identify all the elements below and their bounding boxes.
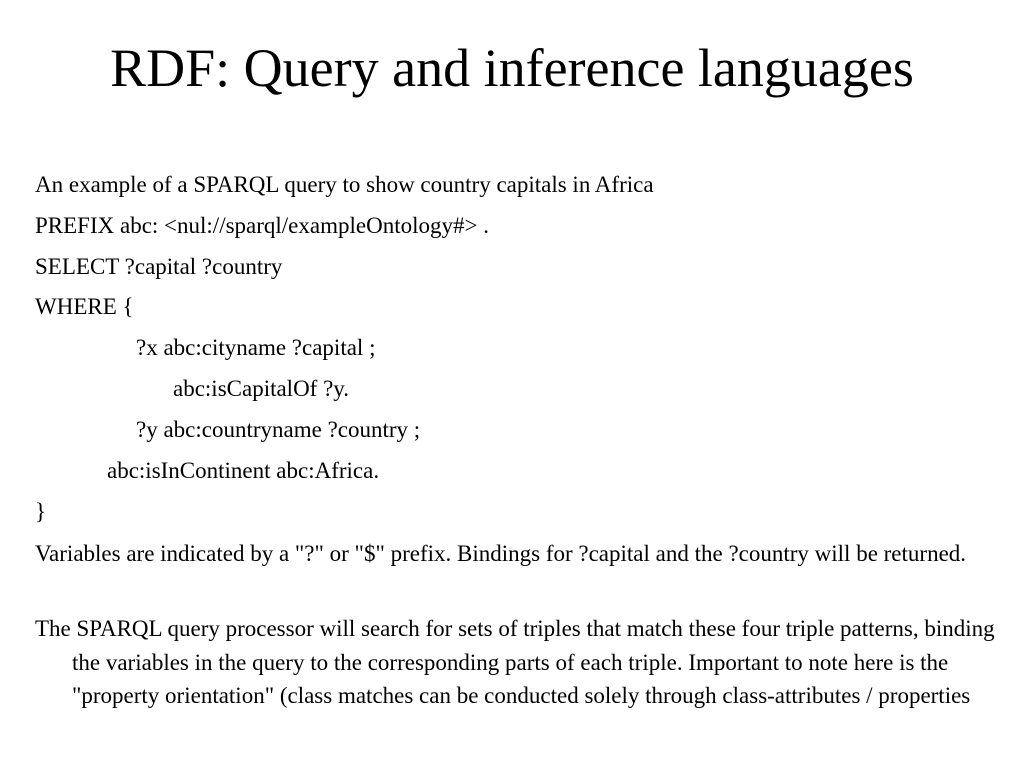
query-pattern-line: ?y abc:countryname ?country ; [136,417,421,442]
intro-text: An example of a SPARQL query to show country capitals in Africa [35,172,654,197]
processor-note: The SPARQL query processor will search for sets of triples that match these four triple patterns, binding the variables in the query to the corresponding parts of each triple. Important to note here is the "property orientation" (class matches can be conducted solely through class-attributes / properties [35,616,995,708]
query-where-open-line: WHERE { [35,294,134,319]
variables-note: Variables are indicated by a "?" or "$" prefix. Bindings for ?capital and the ?country will be returned. [35,541,967,566]
query-pattern-line: abc:isInContinent abc:Africa. [107,458,380,483]
query-where-close-line: } [35,499,47,524]
query-pattern-line: abc:isCapitalOf ?y. [173,376,350,401]
slide-title: RDF: Query and inference languages [110,38,914,98]
query-prefix-line: PREFIX abc: <nul://sparql/exampleOntology#> . [35,213,489,238]
query-select-line: SELECT ?capital ?country [35,254,283,279]
query-pattern-line: ?x abc:cityname ?capital ; [136,335,376,360]
